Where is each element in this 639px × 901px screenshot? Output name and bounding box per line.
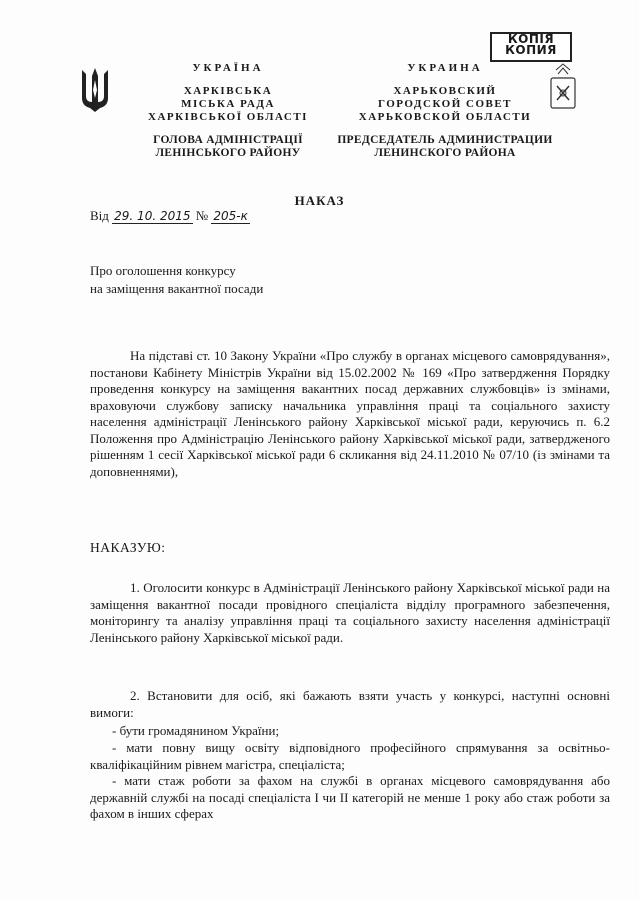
official-line-1: ГОЛОВА АДМІНІСТРАЦІЇ	[153, 134, 303, 146]
date-number-line	[90, 208, 250, 224]
council-line-3: ХАРЬКОВСКОЙ ОБЛАСТИ	[358, 111, 532, 123]
council-line-3: ХАРКІВСЬКОЇ ОБЛАСТІ	[148, 111, 308, 123]
left-header	[128, 62, 328, 160]
order-subject	[90, 262, 263, 298]
requirement-item: - бути громадянином України;	[112, 723, 280, 738]
document-title: НАКАЗ	[294, 193, 345, 208]
preamble-paragraph: На підставі ст. 10 Закону України «Про службу в органах місцевого самоврядування», постанови Кабінету Міністрів України від 15.02.2002 № 169 «Про затвердження Порядку проведення конкурсу на заміщення вакантних посад державних службовців» із змінами, враховуючи службову записку начальника управління праці та соціального захисту населення адміністрації Ленінського району Харківської міської ради, керуючись п. 6.2 Положення про Адміністрацію Ленінського району Харківської міської ради, затвердженого рішенням 1 сесії Харківської міської ради 6 скликання від 24.11.2010 № 07/10 (із змінами та доповненнями),	[90, 348, 610, 479]
order-date: 29. 10. 2015	[114, 209, 191, 223]
official-line-2: ЛЕНІНСЬКОГО РАЙОНУ	[155, 147, 301, 159]
copy-stamp	[490, 32, 572, 62]
country-name-russian: УКРАИНА	[407, 62, 483, 74]
country-name-ukrainian: УКРАЇНА	[192, 62, 264, 74]
stamp-line-2: КОПИЯ	[505, 43, 557, 57]
council-line-1: ХАРКІВСЬКА	[183, 85, 273, 97]
council-line-1: ХАРЬКОВСКИЙ	[393, 85, 497, 97]
requirement-text: - мати повну вищу освіту відповідного професійного спрямування за освітньо-кваліфікаційним рівнем магістра, спеціаліста;	[90, 740, 610, 772]
requirement-item	[90, 740, 610, 773]
order-item-2: 2. Встановити для осіб, які бажають взяти участь у конкурсі, наступні основні вимоги:	[90, 688, 610, 720]
stamp-line-1: КОПІЯ	[507, 32, 555, 46]
order-item-1: 1. Оголосити конкурс в Адміністрації Ленінського району Харківської міської ради на заміщення вакантної посади провідного спеціаліста відділу програмного забезпечення, моніторингу та аналізу управління праці та соціального захисту населення адміністрації Ленінського району Харківської міської ради.	[90, 580, 610, 645]
council-line-2: МІСЬКА РАДА	[181, 98, 275, 110]
number-label: №	[195, 208, 209, 223]
orders-heading: НАКАЗУЮ:	[90, 540, 166, 555]
from-label: Від	[90, 208, 109, 223]
right-header	[330, 62, 560, 160]
ukraine-trident-emblem	[78, 66, 112, 114]
subject-line-2: на заміщення вакантної посади	[90, 281, 264, 296]
official-line-2: ЛЕНИНСКОГО РАЙОНА	[374, 147, 516, 159]
council-line-2: ГОРОДСКОЙ СОВЕТ	[377, 98, 513, 110]
requirement-text: - мати стаж роботи за фахом на службі в органах місцевого самоврядування або державній службі на посаді спеціаліста І чи ІІ категорій не менше 1 року або стаж роботи за фахом в інших сферах	[90, 773, 610, 821]
requirement-item	[90, 773, 610, 823]
official-line-1: ПРЕДСЕДАТЕЛЬ АДМИНИСТРАЦИИ	[337, 134, 553, 146]
order-number: 205-к	[213, 209, 248, 223]
subject-line-1: Про оголошення конкурсу	[90, 263, 236, 278]
